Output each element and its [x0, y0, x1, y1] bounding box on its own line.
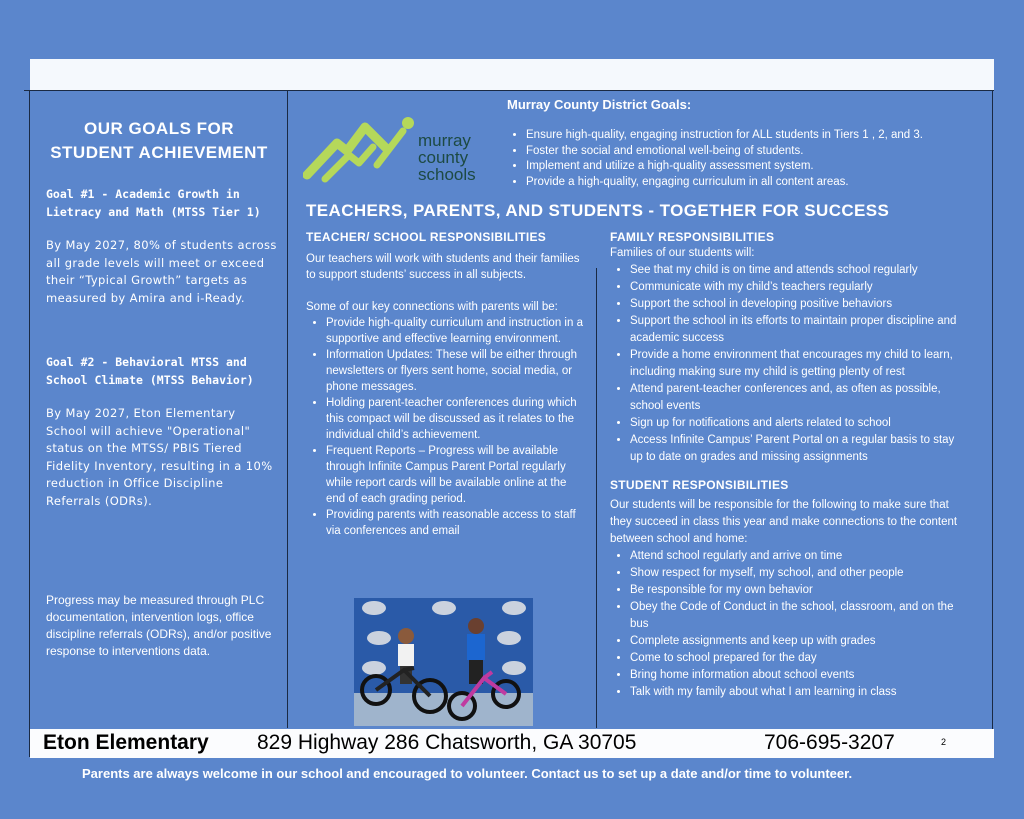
teacher-item: • Provide high-quality curriculum and instruction in a supportive and effective learning environment.	[326, 315, 588, 347]
teacher-intro2: Some of our key connections with parents will be:	[306, 301, 558, 313]
goal1-title: Goal #1 - Academic Growth in Lietracy and Math (MTSS Tier 1)	[46, 187, 261, 219]
footer-phone: 706-695-3207	[764, 731, 895, 754]
family-item: • Communicate with my child’s teachers regularly	[630, 279, 970, 296]
family-item: • Provide a home environment that encourages my child to learn, including making sure my child is getting plenty of rest	[630, 347, 970, 381]
district-goals-list	[512, 128, 923, 190]
goal2-title: Goal #2 - Behavioral MTSS and School Climate (MTSS Behavior)	[46, 355, 254, 387]
student-item: • Attend school regularly and arrive on time	[630, 548, 970, 565]
logo-line2: county	[418, 148, 469, 167]
family-student-column	[610, 230, 970, 701]
volunteer-note: Parents are always welcome in our school and encouraged to volunteer. Contact us to set up a date and/or time to volunteer.	[82, 766, 853, 781]
student-item: • Complete assignments and keep up with grades	[630, 633, 970, 650]
footer-address: 829 Highway 286 Chatsworth, GA 30705	[257, 731, 637, 754]
teacher-item: • Providing parents with reasonable access to staff via conferences and email	[326, 507, 588, 539]
goals-column	[46, 117, 278, 510]
students-bikes-photo	[354, 598, 533, 726]
teacher-list	[306, 315, 588, 539]
family-item: • Support the school in developing positive behaviors	[630, 296, 970, 313]
logo-wordmark	[418, 132, 476, 183]
family-item: • Access Infinite Campus’ Parent Portal on a regular basis to stay up to date on grades and missing assignments	[630, 432, 970, 466]
family-item: • Support the school in its efforts to maintain proper discipline and academic success	[630, 313, 970, 347]
teacher-item: • Information Updates: These will be either through newsletters or flyers sent home, social media, or phone messages.	[326, 347, 588, 395]
footer-school-name: Eton Elementary	[43, 731, 209, 754]
family-item: • Sign up for notifications and alerts related to school	[630, 415, 970, 432]
student-intro: Our students will be responsible for the following to make sure that they succeed in class this year and make connections to the content between school and home:	[610, 499, 958, 545]
goal2-text: By May 2027, Eton Elementary School will achieve "Operational" status on the MTSS/ PBIS Tiered Fidelity Inventory, resulting in a 10% reduction in Office Discipline Referrals (ODRs).	[46, 406, 273, 508]
progress-text: Progress may be measured through PLC documentation, intervention logs, office discipline referrals (ODRs), and/or positive response to interventions data.	[46, 593, 272, 658]
district-goal-item: • Provide a high-quality, engaging curriculum in all content areas.	[526, 175, 923, 191]
student-item: • Bring home information about school events	[630, 667, 970, 684]
student-item: • Be responsible for my own behavior	[630, 582, 970, 599]
teacher-intro: Our teachers will work with students and their families to support students’ success in all subjects.	[306, 253, 580, 281]
column-divider-right	[596, 268, 597, 728]
together-banner: TEACHERS, PARENTS, AND STUDENTS - TOGETHER FOR SUCCESS	[306, 201, 890, 220]
student-list	[610, 548, 970, 701]
student-item: • Show respect for myself, my school, and other people	[630, 565, 970, 582]
goals-heading: OUR GOALS FOR STUDENT ACHIEVEMENT	[50, 119, 268, 162]
page-number: 2	[941, 737, 947, 747]
student-item: • Come to school prepared for the day	[630, 650, 970, 667]
student-item: • Talk with my family about what I am learning in class	[630, 684, 970, 701]
district-goals-title: Murray County District Goals:	[507, 97, 692, 112]
teacher-item: • Frequent Reports – Progress will be available through Infinite Campus Parent Portal regularly while report cards will be available online at the end of each grading period.	[326, 443, 588, 507]
family-item: • See that my child is on time and attends school regularly	[630, 262, 970, 279]
family-intro: Families of our students will:	[610, 247, 755, 259]
district-goal-item: • Implement and utilize a high-quality assessment system.	[526, 159, 923, 175]
top-band	[30, 59, 994, 90]
district-goal-item: • Foster the social and emotional well-being of students.	[526, 144, 923, 160]
student-title: STUDENT RESPONSIBILITIES	[610, 478, 789, 492]
student-item: • Obey the Code of Conduct in the school, classroom, and on the bus	[630, 599, 970, 633]
goal1-text: By May 2027, 80% of students across all grade levels will meet or exceed their “Typical Growth” targets as measured by Amira and i-Ready.	[46, 238, 277, 305]
top-divider	[24, 90, 994, 91]
teacher-title: TEACHER/ SCHOOL RESPONSIBILITIES	[306, 230, 547, 244]
family-item: • Attend parent-teacher conferences and, as often as possible, school events	[630, 381, 970, 415]
logo-line3: schools	[418, 165, 476, 184]
teacher-item: • Holding parent-teacher conferences during which this compact will be discussed as it relates to the individual child’s achievement.	[326, 395, 588, 443]
family-list	[610, 262, 970, 466]
footer-bar	[30, 729, 994, 758]
column-divider-left	[287, 91, 288, 728]
district-goal-item: • Ensure high-quality, engaging instruction for ALL students in Tiers 1 , 2, and 3.	[526, 128, 923, 144]
family-title: FAMILY RESPONSIBILITIES	[610, 230, 775, 244]
teacher-responsibilities	[306, 230, 588, 539]
logo-line1: murray	[418, 131, 471, 150]
